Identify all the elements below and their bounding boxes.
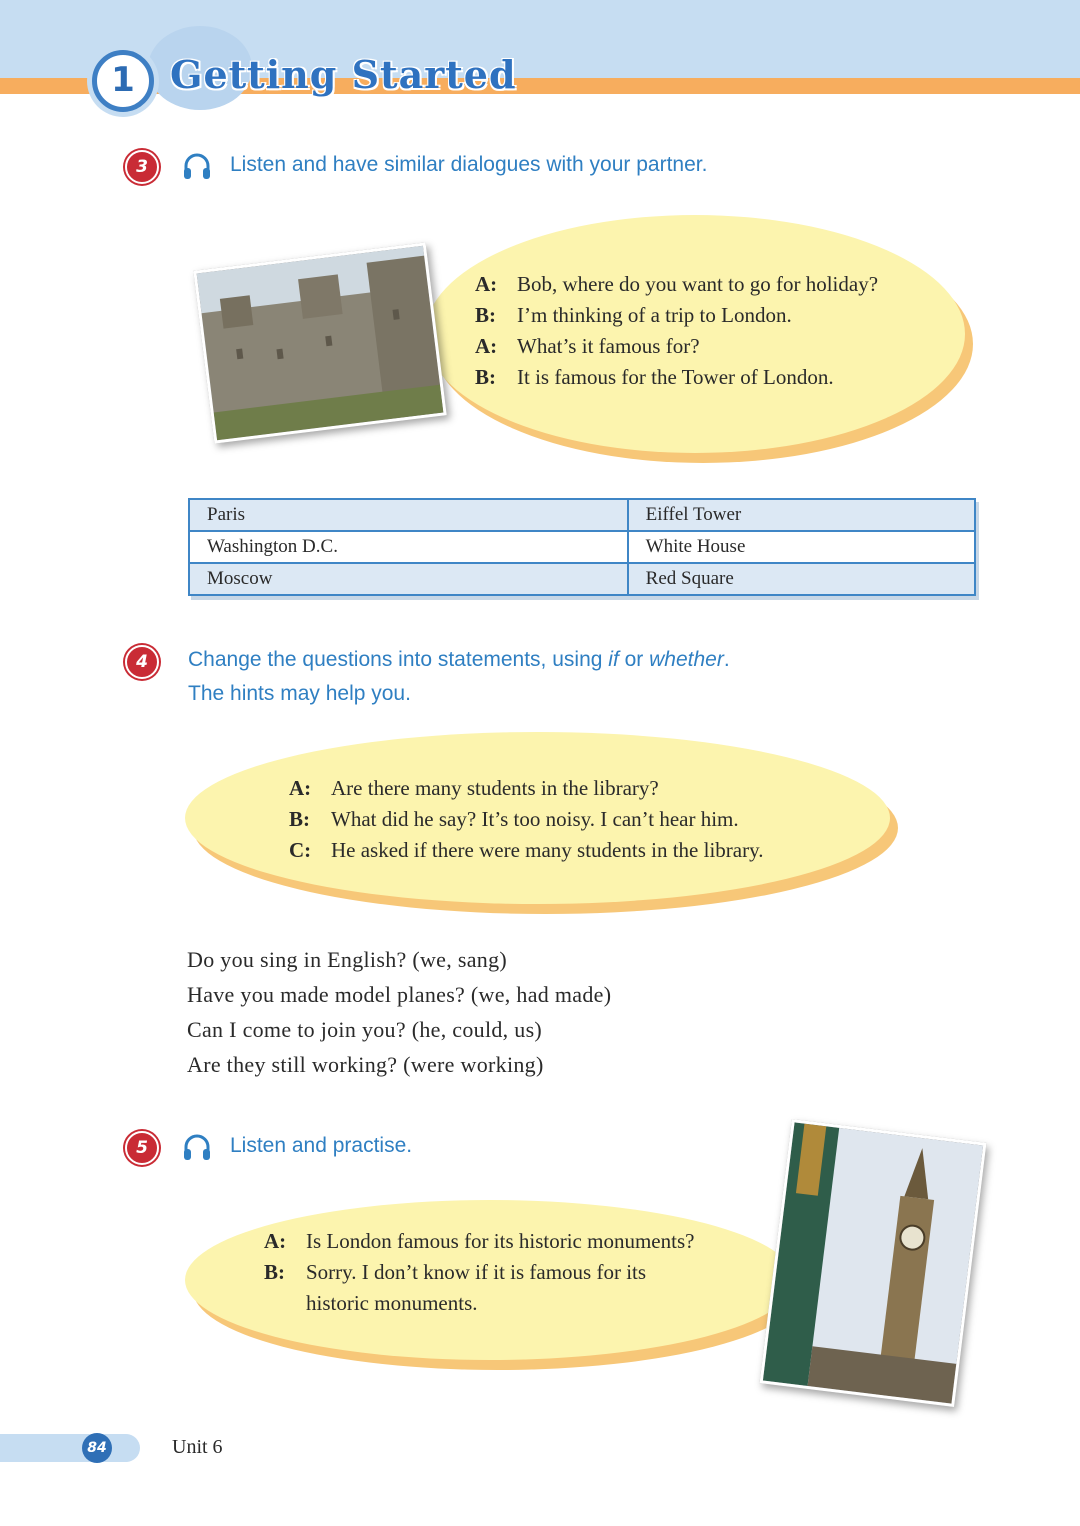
dialogue-line: [475, 269, 878, 300]
headphones-icon[interactable]: [182, 152, 212, 182]
dialogue-text: historic monuments.: [306, 1291, 478, 1315]
hint-list: [187, 942, 611, 1082]
table-cell-landmark: White House: [628, 531, 975, 563]
speaker-label: A:: [264, 1229, 287, 1253]
speaker-label: [264, 1288, 306, 1319]
dialogue-line: [289, 835, 764, 866]
instruction-text: .: [723, 648, 730, 671]
tower-of-london-photo: [193, 242, 446, 443]
speaker-label: A:: [289, 776, 312, 800]
speaker-label: B:: [264, 1260, 285, 1284]
instruction-line-1: [188, 643, 730, 677]
dialogue-text: What did he say? It’s too noisy. I can’t hear him.: [331, 807, 739, 831]
dialogue-4: [289, 773, 764, 866]
speaker-label: A:: [475, 334, 498, 358]
dialogue-text: It is famous for the Tower of London.: [517, 365, 834, 389]
dialogue-5: [264, 1226, 694, 1319]
speaker-label: A:: [475, 272, 498, 296]
table-cell-landmark: Red Square: [628, 563, 975, 595]
dialogue-text: Is London famous for its historic monuments?: [306, 1229, 695, 1253]
dialogue-text: What’s it famous for?: [517, 334, 700, 358]
dialogue-text: I’m thinking of a trip to London.: [517, 303, 792, 327]
dialogue-line: [289, 804, 764, 835]
instruction-line-2: The hints may help you.: [188, 682, 411, 705]
list-item: Can I come to join you? (he, could, us): [187, 1017, 543, 1042]
dialogue-text: Sorry. I don’t know if it is famous for its: [306, 1260, 647, 1284]
exercise-3-number: 3: [125, 150, 159, 184]
dialogue-line: [475, 300, 878, 331]
table-cell-landmark: Eiffel Tower: [628, 499, 975, 531]
speaker-label: B:: [289, 807, 310, 831]
instruction-text: Change the questions into statements, using: [188, 648, 609, 671]
dialogue-line: [475, 331, 878, 362]
instruction-text: or: [618, 648, 650, 671]
list-item: Are they still working? (were working): [187, 1052, 544, 1077]
table-cell-city: Paris: [189, 499, 628, 531]
keyword-whether: whether: [649, 648, 724, 671]
dialogue-line: [289, 773, 764, 804]
dialogue-line: [264, 1257, 694, 1288]
speaker-label: B:: [475, 365, 496, 389]
table-cell-city: Washington D.C.: [189, 531, 628, 563]
unit-label: Unit 6: [172, 1436, 223, 1458]
list-item: Have you made model planes? (we, had made): [187, 982, 612, 1007]
dialogue-line: [264, 1226, 694, 1257]
table-row: [189, 531, 975, 563]
places-table: [188, 498, 976, 596]
exercise-4-instruction: [188, 643, 730, 711]
dialogue-3: [475, 269, 878, 393]
dialogue-line: [475, 362, 878, 393]
keyword-if: if: [608, 648, 619, 671]
headphones-icon[interactable]: [182, 1133, 212, 1163]
table-cell-city: Moscow: [189, 563, 628, 595]
table-row: [189, 563, 975, 595]
footer-bar: [0, 1434, 140, 1462]
speaker-label: C:: [289, 838, 312, 862]
exercise-4-number: 4: [125, 645, 159, 679]
dialogue-text: Are there many students in the library?: [331, 776, 659, 800]
section-number-badge: 1: [92, 50, 154, 112]
list-item: Do you sing in English? (we, sang): [187, 947, 507, 972]
exercise-5-number: 5: [125, 1131, 159, 1165]
exercise-3-instruction: Listen and have similar dialogues with your partner.: [230, 153, 708, 176]
page-number: 84: [82, 1433, 112, 1463]
dialogue-text: He asked if there were many students in the library.: [331, 838, 764, 862]
table-row: [189, 499, 975, 531]
speaker-label: B:: [475, 303, 496, 327]
dialogue-text: Bob, where do you want to go for holiday?: [517, 272, 879, 296]
exercise-5-instruction: Listen and practise.: [230, 1134, 413, 1157]
page-title: Getting Started: [170, 52, 517, 97]
dialogue-line: [264, 1288, 694, 1319]
big-ben-photo: [760, 1119, 987, 1407]
